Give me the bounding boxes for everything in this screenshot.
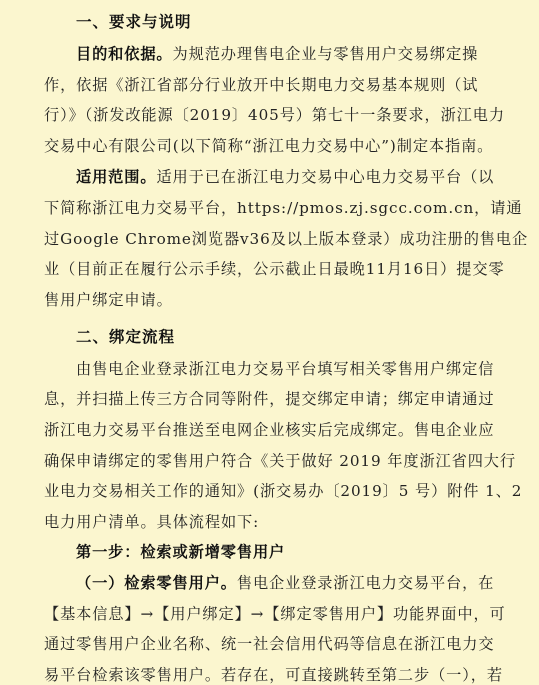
- paragraph-line: 过Google Chrome浏览器v36及以上版本登录）成功注册的售电企: [44, 230, 529, 248]
- purpose-label: 目的和依据。: [76, 45, 173, 63]
- paragraph-line: 业（目前正在履行公示手续，公示截止日最晚11月16日）提交零: [44, 260, 505, 278]
- paragraph-line: 下简称浙江电力交易平台，https://pmos.zj.sgcc.com.cn，请通: [44, 199, 523, 217]
- paragraph-line: 由售电企业登录浙江电力交易平台填写相关零售用户绑定信: [76, 360, 495, 378]
- search-label: （一）检索零售用户。: [76, 574, 237, 592]
- paragraph-line: 通过零售用户企业名称、统一社会信用代码等信息在浙江电力交: [44, 635, 495, 653]
- heading-binding-process: 二、绑定流程: [76, 328, 176, 346]
- paragraph-line: 作，依据《浙江省部分行业放开中长期电力交易基本规则（试: [44, 76, 479, 94]
- paragraph-search-line: [76, 573, 494, 593]
- scope-text: 适用于已在浙江电力交易中心电力交易平台（以: [156, 168, 495, 186]
- search-text: 售电企业登录浙江电力交易平台，在: [236, 574, 495, 592]
- step-one-heading: 第一步：检索或新增零售用户: [76, 543, 286, 561]
- heading-requirements: 一、要求与说明: [76, 13, 192, 31]
- paragraph-line: 业电力交易相关工作的通知》(浙交易办〔2019〕5 号）附件 1、2: [44, 482, 523, 500]
- paragraph-line: 息，并扫描上传三方合同等附件，提交绑定申请；绑定申请通过: [44, 390, 495, 408]
- purpose-text: 为规范办理售电企业与零售用户交易绑定操: [172, 45, 479, 63]
- paragraph-line: 浙江电力交易平台推送至电网企业核实后完成绑定。售电企业应: [44, 421, 495, 439]
- paragraph-purpose-line: [76, 44, 478, 64]
- paragraph-line: 易平台检索该零售用户。若存在，可直接跳转至第二步（一），若: [44, 666, 503, 684]
- paragraph-line: 确保申请绑定的零售用户符合《关于做好 2019 年度浙江省四大行: [44, 452, 516, 470]
- paragraph-line: 售用户绑定申请。: [44, 291, 173, 309]
- paragraph-line: 电力用户清单。具体流程如下:: [44, 513, 260, 531]
- paragraph-scope-line: [76, 167, 494, 187]
- paragraph-line: 行）》（浙发改能源〔2019〕405号）第七十一条要求，浙江电力: [44, 106, 505, 124]
- paragraph-line: 【基本信息】→【用户绑定】→【绑定零售用户】功能界面中，可: [44, 605, 506, 623]
- paragraph-line: 交易中心有限公司(以下简称“浙江电力交易中心”)制定本指南。: [44, 137, 494, 155]
- scope-label: 适用范围。: [76, 168, 157, 186]
